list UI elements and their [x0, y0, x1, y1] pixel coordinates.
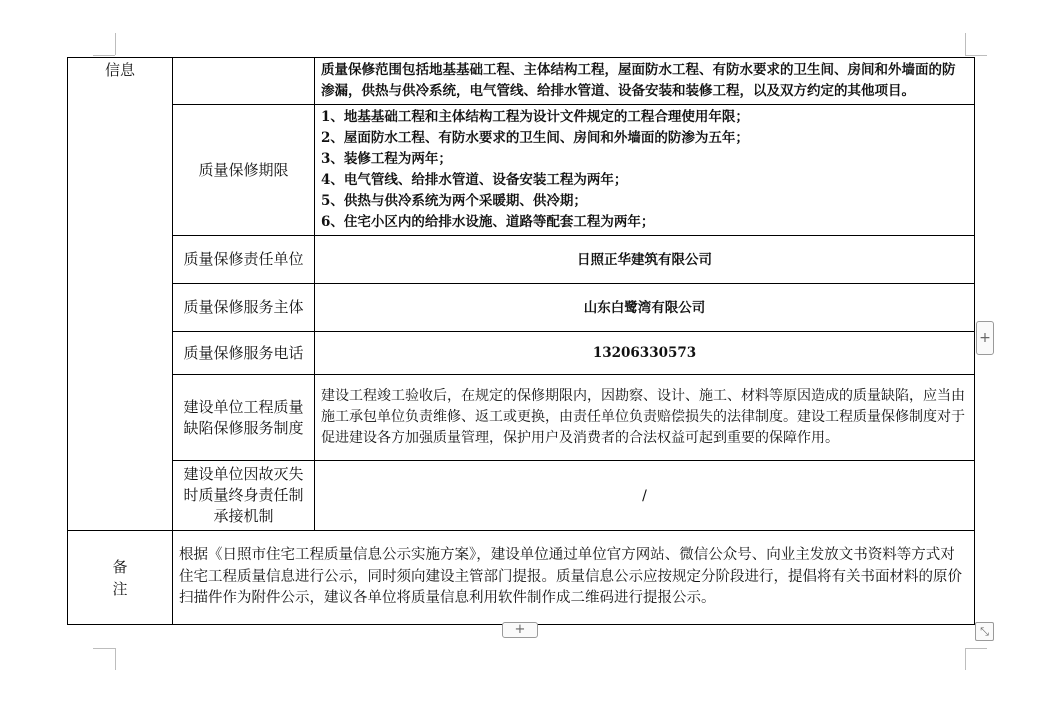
- period-item: 2、屋面防水工程、有防水要求的卫生间、房间和外墙面的防渗为五年；: [321, 130, 749, 146]
- table-row: [68, 284, 975, 332]
- warranty-period-cell[interactable]: [315, 105, 975, 236]
- lifetime-mechanism-value[interactable]: /: [315, 461, 975, 531]
- empty-label-cell[interactable]: [173, 58, 315, 105]
- crop-mark: [93, 55, 115, 56]
- add-column-button[interactable]: +: [976, 321, 994, 355]
- table-row: [68, 375, 975, 461]
- add-row-button[interactable]: +: [502, 622, 538, 638]
- defect-system-value[interactable]: 建设工程竣工验收后，在规定的保修期限内，因勘察、设计、施工、材料等原因造成的质量缺陷，应当由施工承包单位负责维修、返工或更换，由责任单位负责赔偿损失的法律制度。建设工程质量保修制度对于促进建设各方加强质量管理，保护用户及消费者的合法权益可起到重要的保障作用。: [315, 375, 975, 461]
- crop-mark: [965, 55, 987, 56]
- lifetime-mechanism-label[interactable]: 建设单位因故灭失时质量终身责任制承接机制: [173, 461, 315, 531]
- table-row: [68, 332, 975, 375]
- service-subject-label[interactable]: 质量保修服务主体: [173, 284, 315, 332]
- warranty-scope-cell[interactable]: 质量保修范围包括地基基础工程、主体结构工程，屋面防水工程、有防水要求的卫生间、房间和外墙面的防渗漏，供热与供冷系统，电气管线、给排水管道、设备安装和装修工程，以及双方约定的其他项目。: [315, 58, 975, 105]
- service-phone-value[interactable]: 13206330573: [315, 332, 975, 375]
- remarks-label[interactable]: [68, 531, 173, 625]
- resize-icon[interactable]: ⤡: [975, 622, 994, 641]
- table-row: [68, 461, 975, 531]
- quality-info-table[interactable]: [67, 57, 975, 625]
- crop-mark: [115, 648, 116, 670]
- defect-system-label[interactable]: 建设单位工程质量缺陷保修服务制度: [173, 375, 315, 461]
- period-item: 6、住宅小区内的给排水设施、道路等配套工程为两年；: [321, 214, 655, 230]
- crop-mark: [115, 33, 116, 55]
- service-phone-label[interactable]: 质量保修服务电话: [173, 332, 315, 375]
- crop-mark: [965, 33, 966, 55]
- responsible-unit-value[interactable]: 日照正华建筑有限公司: [315, 236, 975, 284]
- remarks-label-text: 备注: [112, 557, 128, 598]
- crop-mark: [965, 648, 966, 670]
- period-item: 1、地基基础工程和主体结构工程为设计文件规定的工程合理使用年限；: [321, 109, 749, 125]
- table-row: [68, 58, 975, 105]
- table-row: [68, 236, 975, 284]
- info-section-label[interactable]: 信息: [68, 58, 173, 531]
- crop-mark: [965, 648, 987, 649]
- table-row: [68, 531, 975, 625]
- period-item: 5、供热与供冷系统为两个采暖期、供冷期；: [321, 193, 587, 209]
- service-subject-value[interactable]: 山东白鹭湾有限公司: [315, 284, 975, 332]
- remarks-text[interactable]: 根据《日照市住宅工程质量信息公示实施方案》，建设单位通过单位官方网站、微信公众号、向业主发放文书资料等方式对住宅工程质量信息进行公示，同时须向建设主管部门提报。质量信息公示应按规定分阶段进行，提倡将有关书面材料的原价扫描件作为附件公示，建议各单位将质量信息利用软件制作成二维码进行提报公示。: [173, 531, 975, 625]
- crop-mark: [93, 648, 115, 649]
- table-row: [68, 105, 975, 236]
- warranty-period-label[interactable]: 质量保修期限: [173, 105, 315, 236]
- period-item: 4、电气管线、给排水管道、设备安装工程为两年；: [321, 172, 628, 188]
- period-item: 3、装修工程为两年；: [321, 151, 452, 167]
- responsible-unit-label[interactable]: 质量保修责任单位: [173, 236, 315, 284]
